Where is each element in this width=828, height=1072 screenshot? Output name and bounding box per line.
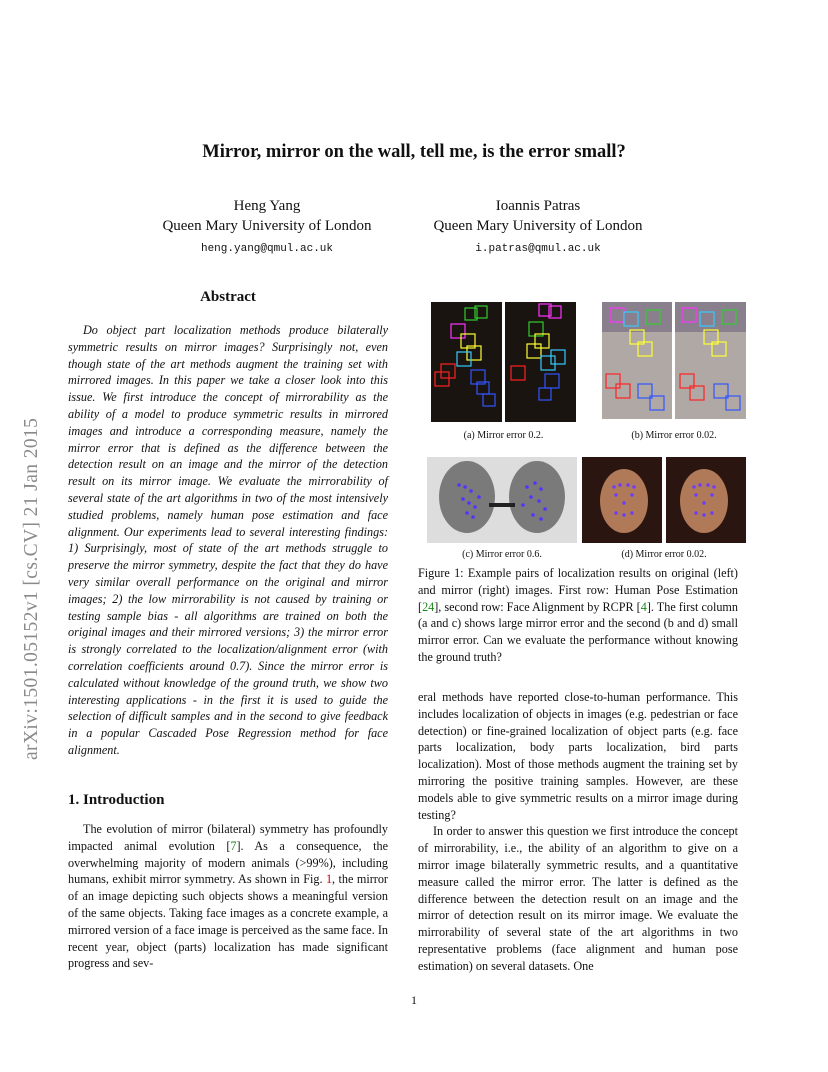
figure-1b-subcaption: (b) Mirror error 0.02.: [631, 430, 717, 441]
citation-link[interactable]: 7: [230, 838, 237, 853]
right-column-text: [418, 689, 738, 975]
figure-1a-subcaption: (a) Mirror error 0.2.: [463, 430, 544, 441]
figure-link[interactable]: 1: [325, 872, 333, 887]
figure-1d-image: [582, 457, 746, 543]
body-paragraph: In order to answer this question we first introduce the concept of mirrorability, i.e., the ability of an algorithm to give on a mirror image bilaterally symmetric results, and a quantitative measure called the mirror error. The latter is defined as the difference between the detection result on an image and the mirror of detection result on its mirror image. We evaluate the mirrorability of several state of the art algorithms in two representative problems (face alignment and human pose estimation) on several datasets. One: [418, 824, 738, 973]
figure-1d-subcaption: (d) Mirror error 0.02.: [621, 549, 707, 560]
author-name: Ioannis Patras: [495, 198, 581, 214]
figure-1b-image: [602, 302, 746, 419]
page-number: 1: [411, 993, 417, 1007]
citation-link[interactable]: 24: [422, 599, 435, 614]
author-affiliation: Queen Mary University of London: [162, 218, 372, 234]
author-block-1: [127, 196, 407, 259]
introduction-heading: 1. Introduction: [68, 792, 165, 808]
introduction-text: [68, 821, 388, 972]
paper-title: Mirror, mirror on the wall, tell me, is the error small?: [202, 142, 626, 162]
figure-1a-image: [431, 302, 576, 422]
citation-link[interactable]: 4: [640, 599, 647, 614]
text-run: Figure 1: Example pairs of localization results on original (left) and mirror (right) images. First row: Human Pose Estimation [: [418, 566, 738, 614]
abstract-heading: Abstract: [200, 289, 256, 305]
figure-caption-paragraph: [418, 565, 738, 666]
author-email[interactable]: i.patras@qmul.ac.uk: [475, 243, 601, 255]
arxiv-stamp: arXiv:1501.05152v1 [cs.CV] 21 Jan 2015: [21, 417, 42, 760]
figure-1-caption: [418, 565, 738, 666]
text-run: ]. The first column (a and c) shows large mirror error and the second (b and d) small mirror error. Can we evaluate the performance without knowing the ground truth?: [418, 599, 739, 664]
author-block-2: [398, 196, 678, 259]
text-run: The evolution of mirror (bilateral) symmetry has profoundly impacted animal evolution [: [68, 822, 388, 853]
figure-1c-subcaption: (c) Mirror error 0.6.: [462, 549, 542, 560]
text-run: ], second row: Face Alignment by RCPR [: [434, 599, 641, 614]
figure-1c-image: [427, 457, 577, 543]
abstract-text: Do object part localization methods produce bilaterally symmetric results on mirror images? Surprisingly not, even though state of the art methods augment the training set with mirrored images. In this paper we take a closer look into this issue. We first introduce the concept of mirrorability as the ability of a model to produce symmetric results in mirrored images and introduce a corresponding measure, namely the mirror error that is defined as the difference between the detection result on an image and the mirror of the detection result on its mirror image. We evaluate the mirrorability of several state of the art algorithms in two of the most intensively studied problems, namely human pose estimation and face alignment. Our experiments lead to several interesting findings: 1) Surprisingly, most of state of the art methods struggle to preserve the mirror symmetry, despite the fact that they do have very similar overall performance on the original and mirror images; 2) the low mirrorability is not caused by training or testing sample bias - all algorithms are trained on both the original images and their mirrored versions; 3) the mirror error is strongly correlated to the localization/alignment error (with correlation coefficients around 0.7). Since the mirror error is calculated without knowledge of the ground truth, we show two interesting applications - in the first it is used to guide the selection of difficult samples and in the second to give feedback in a popular Cascaded Pose Regression method for face alignment.: [68, 323, 388, 757]
introduction-paragraph: [68, 821, 388, 972]
author-name: Heng Yang: [233, 198, 301, 214]
text-run: ]. As a consequence, the overwhelming majority of modern animals (>99%), including humans, exhibit mirror symmetry. As shown in Fig.: [68, 838, 388, 887]
text-run: , the mirror of an image depicting such objects shows a meaningful version of the same objects. Taking face images as a concrete example, a mirrored version of a face image is perceived as the same face. In recent year, object (parts) localization has made significant progress and sev-: [68, 872, 388, 971]
author-email[interactable]: heng.yang@qmul.ac.uk: [200, 243, 334, 255]
body-paragraph: eral methods have reported close-to-human performance. This includes localization of objects in images (e.g. pedestrian or face detection) or fine-grained localization of object parts (e.g. face parts localization, body parts localization, bird parts localization). Most of those methods augment the training set by mirroring the positive training samples. However, are these models able to give symmetric results on a mirror image during testing?: [418, 690, 738, 822]
author-affiliation: Queen Mary University of London: [433, 218, 643, 234]
